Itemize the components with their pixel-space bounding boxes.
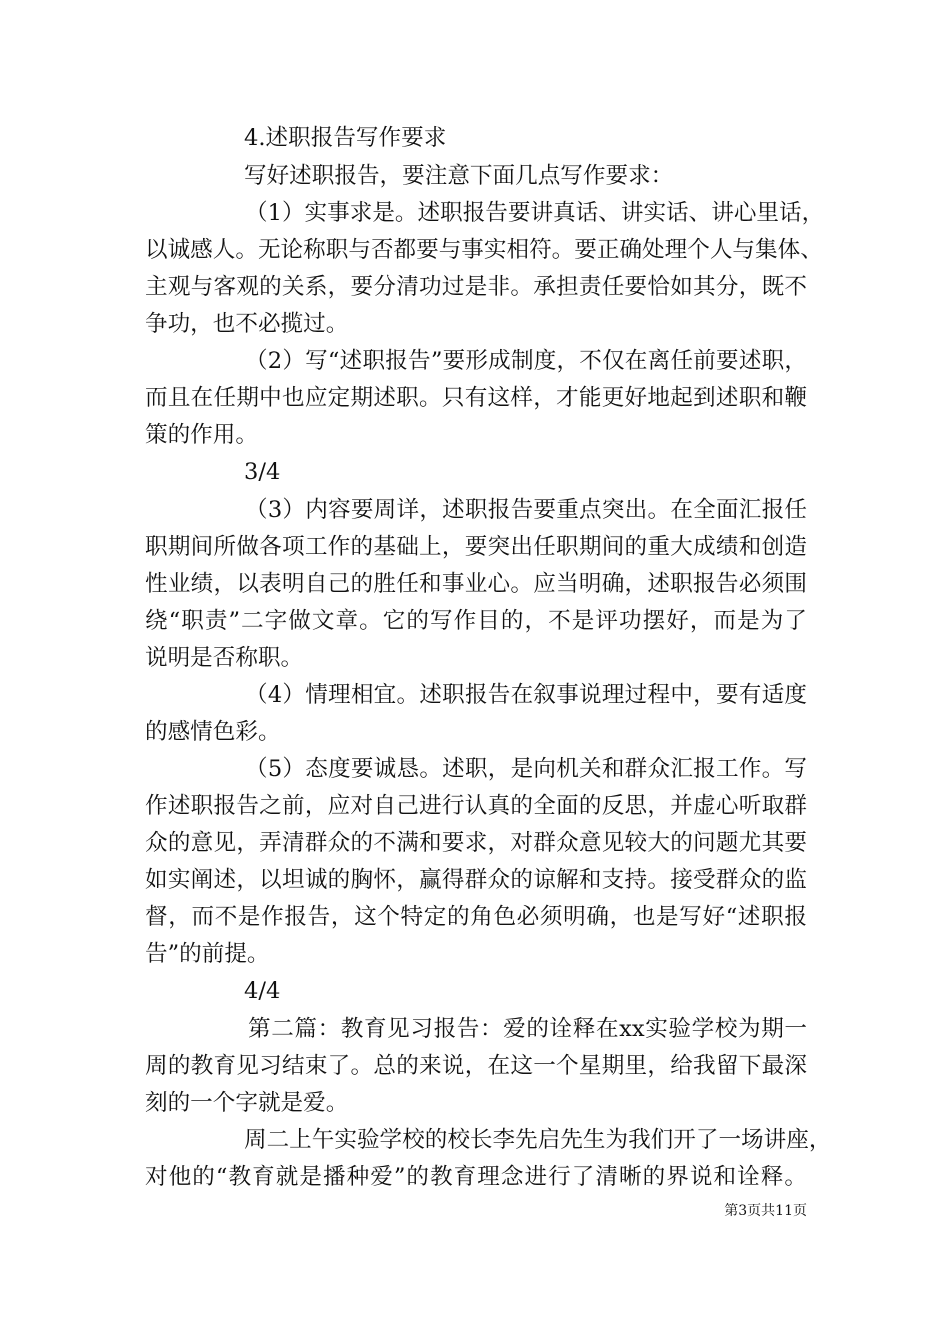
paragraph-line: 众的意见，弄清群众的不满和要求，对群众意见较大的问题尤其要 <box>145 830 807 856</box>
paragraph-line: （5）态度要诚恳。述职，是向机关和群众汇报工作。写 <box>245 756 807 782</box>
paragraph-line: 督，而不是作报告，这个特定的角色必须明确，也是写好“述职报 <box>145 904 807 930</box>
paragraph-line: （2）写“述职报告”要形成制度，不仅在离任前要述职， <box>245 348 807 374</box>
paragraph-line: 而且在任期中也应定期述职。只有这样，才能更好地起到述职和鞭 <box>145 385 807 411</box>
paragraph-line: 对他的“教育就是播种爱”的教育理念进行了清晰的界说和诠释。 <box>145 1164 807 1190</box>
paragraph-line: 说明是否称职。 <box>145 645 304 671</box>
paragraph-line: （1）实事求是。述职报告要讲真话、讲实话、讲心里话， <box>245 200 825 226</box>
paragraph-line: 如实阐述，以坦诚的胸怀，赢得群众的谅解和支持。接受群众的监 <box>145 867 807 893</box>
page-marker: 3/4 <box>244 459 281 485</box>
paragraph-line: （3）内容要周详，述职报告要重点突出。在全面汇报任 <box>245 497 807 523</box>
page-footer-label: 第3页共11页 <box>724 1203 807 1219</box>
paragraph-line: 第二篇：教育见习报告：爱的诠释在xx实验学校为期一 <box>248 1016 807 1042</box>
paragraph-line: 的感情色彩。 <box>145 719 281 745</box>
page-marker: 4/4 <box>244 978 281 1004</box>
paragraph-line: 写好述职报告，要注意下面几点写作要求： <box>244 163 674 189</box>
paragraph-line: 绕“职责”二字做文章。它的写作目的，不是评功摆好，而是为了 <box>145 608 807 634</box>
paragraph-line: 周的教育见习结束了。总的来说，在这一个星期里，给我留下最深 <box>145 1053 807 1079</box>
paragraph-line: 以诚感人。无论称职与否都要与事实相符。要正确处理个人与集体、 <box>145 237 823 263</box>
paragraph-line: 告”的前提。 <box>145 941 270 967</box>
paragraph-line: 职期间所做各项工作的基础上，要突出任职期间的重大成绩和创造 <box>145 534 807 560</box>
paragraph-line: 策的作用。 <box>145 422 258 448</box>
paragraph-line: 争功，也不必揽过。 <box>145 311 349 337</box>
paragraph-line: 主观与客观的关系，要分清功过是非。承担责任要恰如其分，既不 <box>145 274 807 300</box>
paragraph-line: 周二上午实验学校的校长李先启先生为我们开了一场讲座， <box>244 1127 832 1153</box>
paragraph-line: （4）情理相宜。述职报告在叙事说理过程中，要有适度 <box>245 682 807 708</box>
paragraph-line: 性业绩，以表明自己的胜任和事业心。应当明确，述职报告必须围 <box>145 571 807 597</box>
paragraph-line: 刻的一个字就是爱。 <box>145 1090 349 1116</box>
section-heading: 4.述职报告写作要求 <box>244 125 447 151</box>
paragraph-line: 作述职报告之前，应对自己进行认真的全面的反思，并虚心听取群 <box>145 793 807 819</box>
